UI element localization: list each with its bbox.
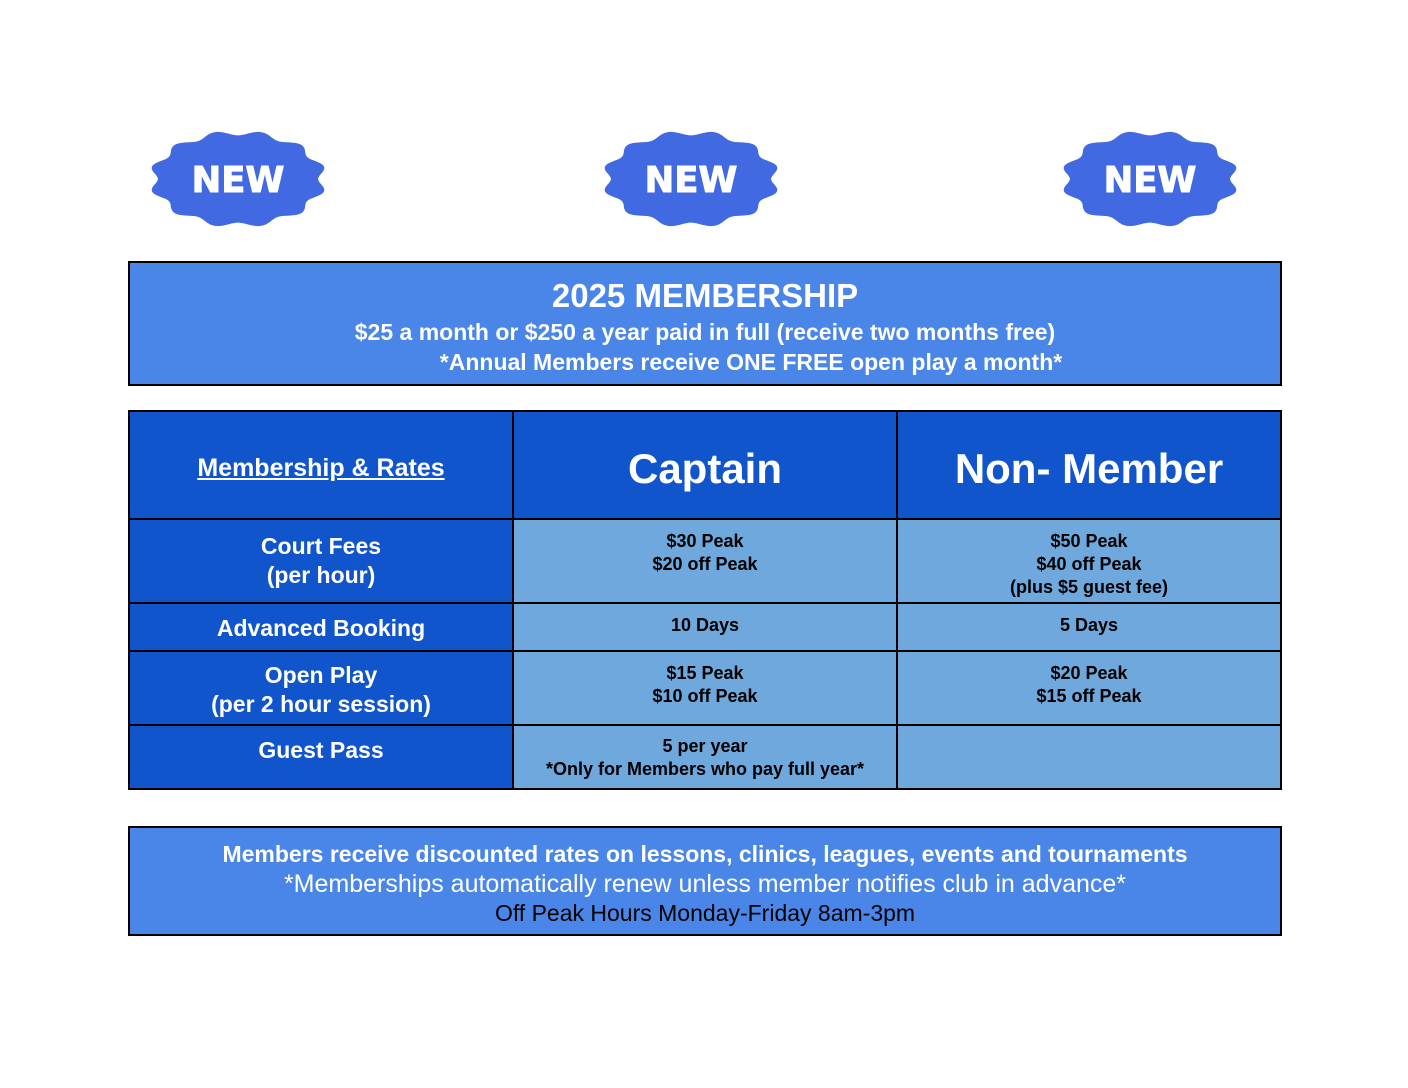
new-badge-3	[1059, 128, 1241, 230]
starburst-icon	[600, 128, 782, 230]
footer-off-peak-hours: Off Peak Hours Monday-Friday 8am-3pm	[494, 900, 916, 926]
cell-captain	[513, 651, 897, 725]
cell-non-member	[897, 651, 1281, 725]
rates-table	[128, 410, 1282, 790]
footer-renew-note: *Memberships automatically renew unless member notifies club in advance*	[283, 870, 1127, 898]
badge-label: NEW	[644, 160, 738, 202]
new-badge-1	[147, 128, 329, 230]
cell-non-member	[897, 519, 1281, 603]
row-label	[129, 651, 513, 725]
starburst-icon	[1059, 128, 1241, 230]
membership-title: 2025 MEMBERSHIP	[551, 277, 859, 314]
row-label-line: Advanced Booking	[216, 615, 426, 641]
cell-line: $30 Peak	[666, 531, 744, 551]
membership-price: $25 a month or $250 a year paid in full (receive two months free)	[354, 319, 1056, 345]
row-label	[129, 519, 513, 603]
row-label-line: Guest Pass	[258, 737, 384, 763]
cell-line: *Only for Members who pay full year*	[545, 759, 865, 779]
cell-line: 10 Days	[670, 615, 740, 635]
membership-header	[128, 261, 1282, 386]
row-label-line: (per 2 hour session)	[211, 691, 431, 717]
column-header-captain-text: Captain	[627, 445, 782, 492]
column-header-non-member-text: Non- Member	[954, 445, 1224, 492]
cell-captain	[513, 519, 897, 603]
cell-line: $15 off Peak	[1036, 686, 1142, 706]
column-header-non-member	[897, 411, 1281, 519]
membership-annual-note: *Annual Members receive ONE FREE open play a month*	[439, 349, 1063, 375]
row-label-line: Open Play	[264, 662, 378, 688]
starburst-icon	[147, 128, 329, 230]
cell-captain	[513, 603, 897, 651]
cell-captain	[513, 725, 897, 789]
cell-line: (plus $5 guest fee)	[1009, 577, 1169, 597]
corner-label	[129, 411, 513, 519]
cell-line: $20 Peak	[1050, 663, 1128, 683]
footer-discount-note: Members receive discounted rates on lessons, clinics, leagues, events and tournaments	[222, 841, 1188, 867]
row-label	[129, 603, 513, 651]
cell-line: $50 Peak	[1050, 531, 1128, 551]
corner-label-text: Membership & Rates	[197, 454, 445, 482]
cell-line: $40 off Peak	[1036, 554, 1142, 574]
table-row-court-fees	[129, 519, 1281, 603]
cell-line: $20 off Peak	[652, 554, 758, 574]
row-label	[129, 725, 513, 789]
table-row-guest-pass	[129, 725, 1281, 789]
cell-line: $15 Peak	[666, 663, 744, 683]
cell-non-member	[897, 603, 1281, 651]
footer-notes	[128, 826, 1282, 936]
badge-label: NEW	[1103, 160, 1197, 202]
table-header-row	[129, 411, 1281, 519]
cell-non-member-empty	[897, 725, 1281, 789]
table-row-advanced-booking	[129, 603, 1281, 651]
badge-label: NEW	[191, 160, 285, 202]
column-header-captain	[513, 411, 897, 519]
row-label-line: (per hour)	[266, 562, 376, 588]
new-badge-2	[600, 128, 782, 230]
cell-line: 5 per year	[662, 736, 748, 756]
cell-line: 5 Days	[1059, 615, 1119, 635]
table-row-open-play	[129, 651, 1281, 725]
row-label-line: Court Fees	[260, 533, 382, 559]
cell-line: $10 off Peak	[652, 686, 758, 706]
